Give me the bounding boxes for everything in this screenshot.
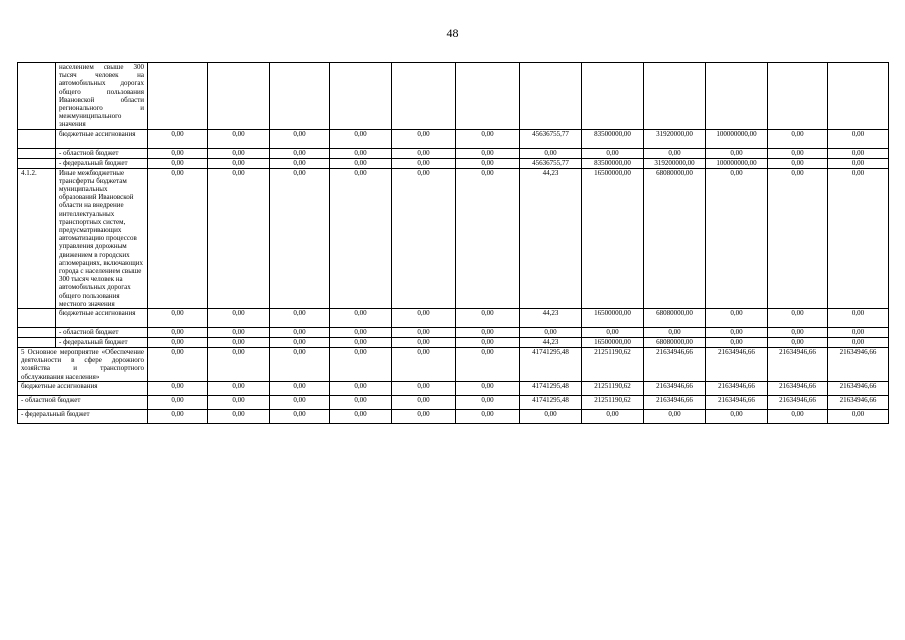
- value-cell: [582, 63, 644, 130]
- row-label: - федеральный бюджет: [56, 338, 148, 348]
- value-cell: 0,00: [456, 129, 520, 148]
- value-cell: 0,00: [270, 168, 330, 308]
- value-cell: 0,00: [456, 158, 520, 168]
- value-cell: 0,00: [768, 409, 828, 423]
- table-row: [18, 129, 889, 148]
- value-cell: 0,00: [270, 129, 330, 148]
- value-cell: 100000000,00: [706, 129, 768, 148]
- value-cell: 21634946,66: [706, 395, 768, 409]
- table-row: [18, 348, 889, 382]
- value-cell: 0,00: [520, 328, 582, 338]
- value-cell: 21634946,66: [828, 381, 889, 395]
- value-cell: 0,00: [644, 409, 706, 423]
- code-cell: [18, 338, 56, 348]
- value-cell: 0,00: [330, 381, 392, 395]
- value-cell: 0,00: [208, 348, 270, 382]
- value-cell: 0,00: [148, 409, 208, 423]
- value-cell: 21634946,66: [768, 395, 828, 409]
- value-cell: [208, 63, 270, 130]
- value-cell: 0,00: [392, 395, 456, 409]
- value-cell: 0,00: [208, 328, 270, 338]
- table-row: [18, 338, 889, 348]
- table-row: [18, 395, 889, 409]
- value-cell: 0,00: [456, 309, 520, 328]
- value-cell: 0,00: [828, 409, 889, 423]
- value-cell: 0,00: [520, 148, 582, 158]
- value-cell: 44,23: [520, 338, 582, 348]
- row-label: - областной бюджет: [18, 395, 148, 409]
- value-cell: 0,00: [456, 338, 520, 348]
- value-cell: [456, 63, 520, 130]
- value-cell: 0,00: [270, 395, 330, 409]
- code-cell: [18, 158, 56, 168]
- value-cell: 0,00: [208, 158, 270, 168]
- value-cell: 0,00: [208, 148, 270, 158]
- value-cell: 0,00: [208, 129, 270, 148]
- value-cell: 16500000,00: [582, 309, 644, 328]
- value-cell: 0,00: [208, 309, 270, 328]
- value-cell: 0,00: [828, 148, 889, 158]
- value-cell: 21634946,66: [706, 348, 768, 382]
- value-cell: 21634946,66: [644, 381, 706, 395]
- value-cell: 0,00: [828, 338, 889, 348]
- value-cell: 0,00: [330, 348, 392, 382]
- row-label: - федеральный бюджет: [18, 409, 148, 423]
- value-cell: 0,00: [456, 168, 520, 308]
- value-cell: 21251190,62: [582, 348, 644, 382]
- value-cell: 0,00: [270, 381, 330, 395]
- value-cell: 0,00: [270, 328, 330, 338]
- value-cell: 0,00: [148, 381, 208, 395]
- value-cell: 31920000,00: [644, 129, 706, 148]
- value-cell: 0,00: [768, 148, 828, 158]
- value-cell: 21634946,66: [828, 395, 889, 409]
- value-cell: [644, 63, 706, 130]
- value-cell: 41741295,48: [520, 395, 582, 409]
- value-cell: 0,00: [768, 328, 828, 338]
- table-row: [18, 158, 889, 168]
- value-cell: 0,00: [768, 338, 828, 348]
- value-cell: 83500000,00: [582, 129, 644, 148]
- value-cell: 0,00: [208, 338, 270, 348]
- value-cell: 68080000,00: [644, 168, 706, 308]
- value-cell: 0,00: [270, 338, 330, 348]
- value-cell: 0,00: [270, 148, 330, 158]
- value-cell: 0,00: [330, 309, 392, 328]
- value-cell: 0,00: [520, 409, 582, 423]
- value-cell: 0,00: [392, 158, 456, 168]
- value-cell: 44,23: [520, 309, 582, 328]
- value-cell: 0,00: [330, 158, 392, 168]
- value-cell: 0,00: [148, 395, 208, 409]
- value-cell: 0,00: [456, 395, 520, 409]
- table-row: [18, 409, 889, 423]
- value-cell: 0,00: [644, 148, 706, 158]
- value-cell: 0,00: [148, 348, 208, 382]
- row-label: - федеральный бюджет: [56, 158, 148, 168]
- code-cell: [18, 63, 56, 130]
- table-row: [18, 148, 889, 158]
- value-cell: 0,00: [706, 148, 768, 158]
- value-cell: 21634946,66: [706, 381, 768, 395]
- value-cell: 0,00: [706, 338, 768, 348]
- value-cell: 21634946,66: [828, 348, 889, 382]
- code-cell: [18, 148, 56, 158]
- value-cell: 45636755,77: [520, 158, 582, 168]
- table-row: [18, 168, 889, 308]
- value-cell: 0,00: [148, 148, 208, 158]
- value-cell: [768, 63, 828, 130]
- value-cell: 0,00: [148, 338, 208, 348]
- value-cell: 41741295,48: [520, 348, 582, 382]
- code-cell: 4.1.2.: [18, 168, 56, 308]
- value-cell: 0,00: [706, 409, 768, 423]
- value-cell: 21634946,66: [768, 381, 828, 395]
- value-cell: 0,00: [330, 148, 392, 158]
- value-cell: 0,00: [392, 328, 456, 338]
- value-cell: 0,00: [148, 309, 208, 328]
- value-cell: 21251190,62: [582, 381, 644, 395]
- table-row: [18, 381, 889, 395]
- value-cell: 0,00: [706, 309, 768, 328]
- value-cell: [828, 63, 889, 130]
- value-cell: 0,00: [392, 338, 456, 348]
- value-cell: 0,00: [392, 148, 456, 158]
- value-cell: 21634946,66: [768, 348, 828, 382]
- value-cell: 0,00: [270, 348, 330, 382]
- value-cell: 0,00: [148, 328, 208, 338]
- value-cell: 0,00: [456, 148, 520, 158]
- value-cell: 0,00: [392, 348, 456, 382]
- row-label: населением свыше 300 тысяч человек на автомобильных дорогах общего пользования Ивановской области регионального и межмуниципального значения: [56, 63, 148, 130]
- value-cell: 0,00: [148, 129, 208, 148]
- value-cell: 45636755,77: [520, 129, 582, 148]
- table-row: [18, 63, 889, 130]
- value-cell: 0,00: [270, 409, 330, 423]
- value-cell: 0,00: [768, 168, 828, 308]
- code-cell: [18, 328, 56, 338]
- code-cell: [18, 309, 56, 328]
- value-cell: 0,00: [582, 328, 644, 338]
- value-cell: 0,00: [706, 328, 768, 338]
- value-cell: 0,00: [330, 409, 392, 423]
- page-number: 48: [446, 26, 459, 40]
- value-cell: 0,00: [828, 158, 889, 168]
- value-cell: 0,00: [392, 381, 456, 395]
- table-row: [18, 309, 889, 328]
- value-cell: [148, 63, 208, 130]
- value-cell: 319200000,00: [644, 158, 706, 168]
- row-label: бюджетные ассигнования: [56, 129, 148, 148]
- value-cell: [392, 63, 456, 130]
- value-cell: 0,00: [768, 309, 828, 328]
- value-cell: [330, 63, 392, 130]
- value-cell: 68080000,00: [644, 338, 706, 348]
- value-cell: 0,00: [392, 409, 456, 423]
- row-label: - областной бюджет: [56, 148, 148, 158]
- value-cell: 0,00: [828, 168, 889, 308]
- value-cell: [270, 63, 330, 130]
- value-cell: 0,00: [456, 381, 520, 395]
- value-cell: 0,00: [392, 129, 456, 148]
- value-cell: 68080000,00: [644, 309, 706, 328]
- value-cell: 0,00: [330, 328, 392, 338]
- code-cell: [18, 129, 56, 148]
- value-cell: 0,00: [270, 309, 330, 328]
- value-cell: 21634946,66: [644, 348, 706, 382]
- value-cell: 21634946,66: [644, 395, 706, 409]
- value-cell: 83500000,00: [582, 158, 644, 168]
- table-row: [18, 328, 889, 338]
- value-cell: 0,00: [330, 338, 392, 348]
- value-cell: 41741295,48: [520, 381, 582, 395]
- value-cell: 0,00: [208, 409, 270, 423]
- row-label: бюджетные ассигнования: [56, 309, 148, 328]
- value-cell: 0,00: [330, 395, 392, 409]
- value-cell: 0,00: [582, 409, 644, 423]
- value-cell: 0,00: [148, 168, 208, 308]
- value-cell: 0,00: [208, 395, 270, 409]
- value-cell: 0,00: [582, 148, 644, 158]
- value-cell: [520, 63, 582, 130]
- value-cell: 0,00: [456, 409, 520, 423]
- value-cell: 21251190,62: [582, 395, 644, 409]
- value-cell: 0,00: [392, 309, 456, 328]
- value-cell: [706, 63, 768, 130]
- value-cell: 100000000,00: [706, 158, 768, 168]
- row-label: - областной бюджет: [56, 328, 148, 338]
- value-cell: 0,00: [330, 129, 392, 148]
- value-cell: 0,00: [148, 158, 208, 168]
- row-label: 5 Основное мероприятие «Обеспечение деятельности в сфере дорожного хозяйства и транспортного обслуживания населения»: [18, 348, 148, 382]
- value-cell: 0,00: [768, 158, 828, 168]
- value-cell: 0,00: [208, 381, 270, 395]
- value-cell: 0,00: [768, 129, 828, 148]
- value-cell: 0,00: [456, 348, 520, 382]
- value-cell: 0,00: [270, 158, 330, 168]
- value-cell: 0,00: [456, 328, 520, 338]
- value-cell: 0,00: [208, 168, 270, 308]
- value-cell: 16500000,00: [582, 168, 644, 308]
- row-label: Иные межбюджетные трансферты бюджетам муниципальных образований Ивановской области на внедрение интеллектуальных транспортных систем, предусматривающих автоматизацию процессов управления дорожным движением в городских агломерациях, включающих города с населением свыше 300 тысяч человек на автомобильных дорогах общего пользования местного значения: [56, 168, 148, 308]
- value-cell: 0,00: [330, 168, 392, 308]
- value-cell: 0,00: [392, 168, 456, 308]
- value-cell: 0,00: [828, 129, 889, 148]
- value-cell: 16500000,00: [582, 338, 644, 348]
- value-cell: 0,00: [706, 168, 768, 308]
- budget-table: [17, 62, 889, 424]
- value-cell: 0,00: [828, 309, 889, 328]
- value-cell: 0,00: [828, 328, 889, 338]
- row-label: бюджетные ассигнования: [18, 381, 148, 395]
- value-cell: 0,00: [644, 328, 706, 338]
- value-cell: 44,23: [520, 168, 582, 308]
